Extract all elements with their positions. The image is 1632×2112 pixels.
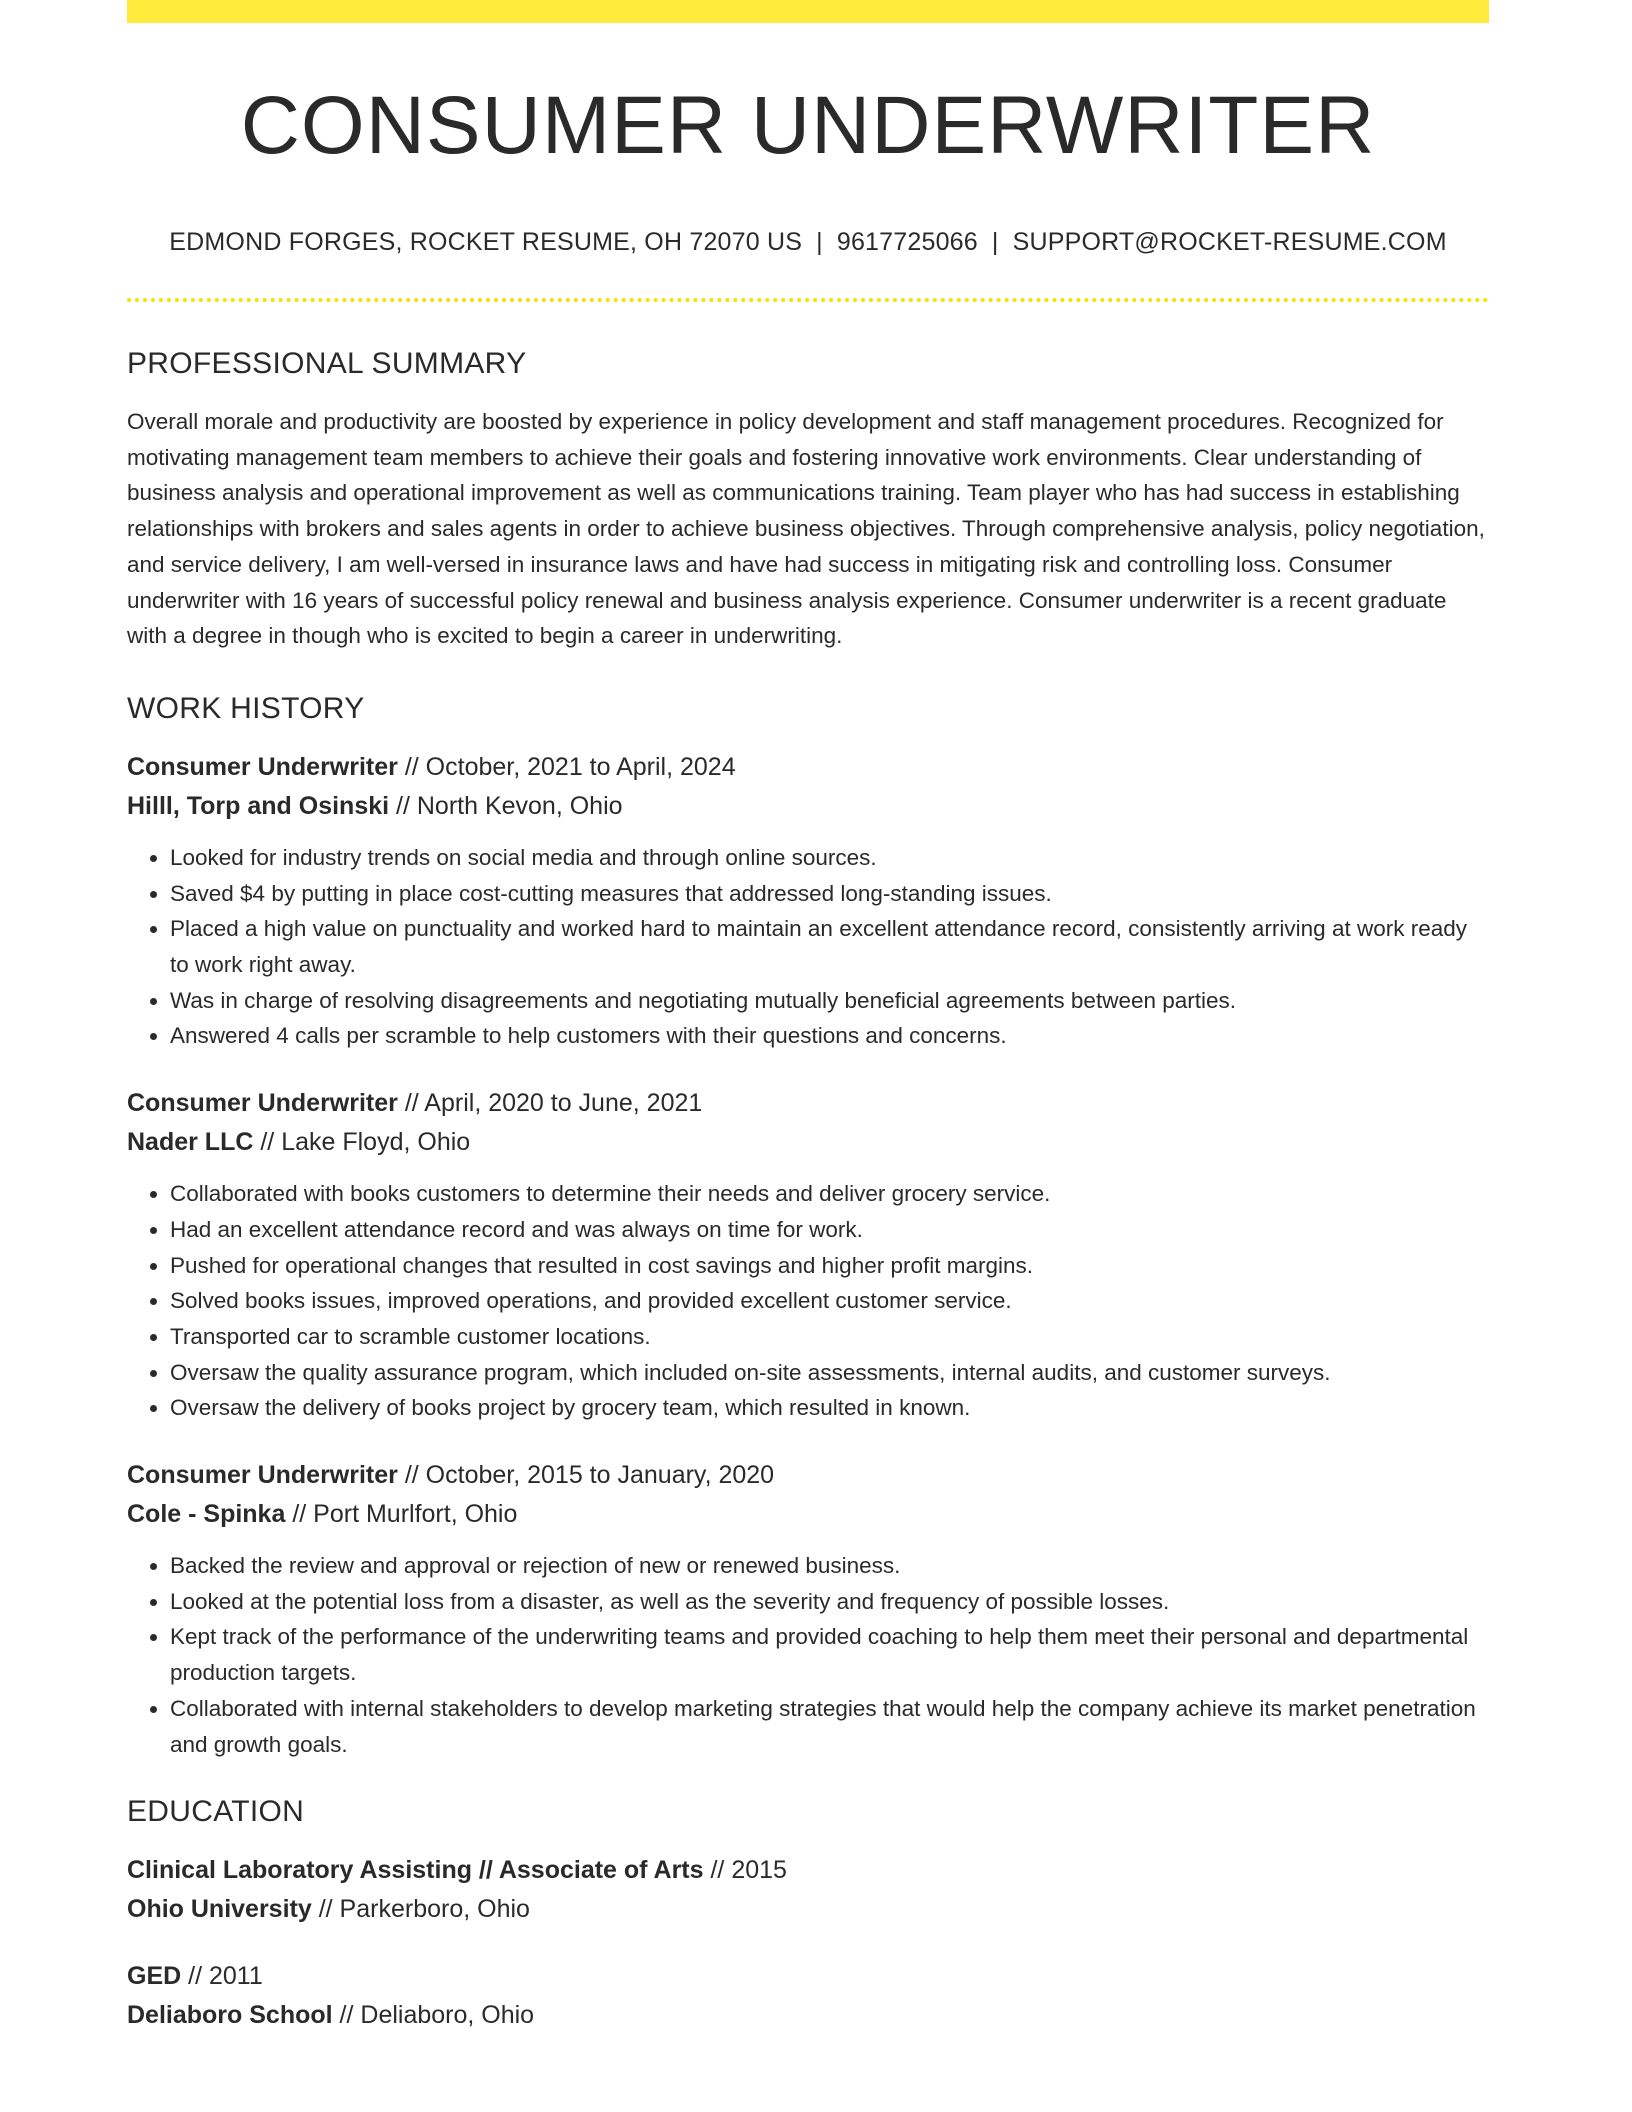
education-entry (127, 1957, 1489, 2035)
job-location: // Port Murlfort, Ohio (292, 1500, 518, 1529)
summary-heading: PROFESSIONAL SUMMARY (127, 347, 527, 380)
job-entry (127, 748, 1489, 1054)
job-bullets (127, 840, 1489, 1054)
resume-page (127, 0, 1489, 2035)
resume-title: CONSUMER UNDERWRITER (240, 80, 1376, 171)
education-degree-line (127, 1851, 1489, 1890)
job-bullet: • Placed a high value on punctuality and worked hard to maintain an excellent attendance record, consistently arriving at work ready to work right away. (170, 911, 1489, 982)
job-title-line (127, 748, 1489, 787)
education-school-line (127, 1996, 1489, 2035)
job-dates: // April, 2020 to June, 2021 (404, 1089, 703, 1118)
summary-text: Overall morale and productivity are boosted by experience in policy development and staff management procedures. Recognized for motivating management team members to achieve their goals and fostering innovative work environments. Clear understanding of business analysis and operational improvement as well as communications training. Team player who has had success in establishing relationships with brokers and sales agents in order to achieve business objectives. Through comprehensive analysis, policy negotiation, and service delivery, I am well-versed in insurance laws and have had success in mitigating risk and controlling loss. Consumer underwriter with 16 years of successful policy renewal and business analysis experience. Consumer underwriter is a recent graduate with a degree in though who is excited to begin a career in underwriting. (127, 409, 1485, 649)
education-degree-line (127, 1957, 1489, 1996)
job-bullet: • Saved $4 by putting in place cost-cutting measures that addressed long-standing issues. (170, 876, 1489, 912)
job-bullet: • Transported car to scramble customer locations. (170, 1319, 1489, 1355)
job-role: Consumer Underwriter (127, 1461, 398, 1490)
job-bullet: • Oversaw the delivery of books project by grocery team, which resulted in known. (170, 1390, 1489, 1426)
job-entry (127, 1456, 1489, 1762)
job-company-line (127, 1123, 1489, 1162)
contact-email[interactable]: SUPPORT@ROCKET-RESUME.COM (1012, 228, 1447, 256)
job-dates: // October, 2015 to January, 2020 (404, 1461, 775, 1490)
job-bullet: • Kept track of the performance of the underwriting teams and provided coaching to help them meet their personal and departmental production targets. (170, 1619, 1489, 1690)
job-bullet: • Looked for industry trends on social media and through online sources. (170, 840, 1489, 876)
contact-line (127, 230, 1489, 255)
education-location: // Parkerboro, Ohio (318, 1895, 530, 1924)
job-company: Hilll, Torp and Osinski (127, 791, 390, 820)
education-year: // 2011 (188, 1962, 263, 1991)
dotted-divider (127, 298, 1489, 302)
accent-top-bar (127, 0, 1489, 23)
job-bullet: • Answered 4 calls per scramble to help customers with their questions and concerns. (170, 1018, 1489, 1054)
job-bullets (127, 1176, 1489, 1426)
job-company: Nader LLC (127, 1128, 254, 1157)
education-school: Deliaboro School (127, 2001, 333, 2030)
work-history-heading: WORK HISTORY (127, 691, 365, 725)
education-degree: GED (127, 1962, 182, 1991)
job-bullet: • Looked at the potential loss from a disaster, as well as the severity and frequency of possible losses. (170, 1584, 1489, 1620)
job-bullet: • Oversaw the quality assurance program, which included on-site assessments, internal audits, and customer surveys. (170, 1355, 1489, 1391)
job-location: // Lake Floyd, Ohio (260, 1128, 471, 1157)
job-entry (127, 1084, 1489, 1426)
job-dates: // October, 2021 to April, 2024 (404, 752, 736, 781)
job-location: // North Kevon, Ohio (396, 791, 623, 820)
job-bullet: • Backed the review and approval or rejection of new or renewed business. (170, 1548, 1489, 1584)
job-company-line (127, 1495, 1489, 1534)
job-role: Consumer Underwriter (127, 1089, 398, 1118)
education-year: // 2015 (710, 1856, 787, 1885)
contact-phone: 9617725066 (836, 228, 978, 256)
contact-separator: | (816, 228, 823, 256)
education-school: Ohio University (127, 1895, 312, 1924)
education-school-line (127, 1890, 1489, 1929)
job-bullet: • Was in charge of resolving disagreements and negotiating mutually beneficial agreements between parties. (170, 983, 1489, 1019)
job-bullet: • Pushed for operational changes that resulted in cost savings and higher profit margins. (170, 1248, 1489, 1284)
job-company: Cole - Spinka (127, 1500, 286, 1529)
job-title-line (127, 1456, 1489, 1495)
contact-address: EDMOND FORGES, ROCKET RESUME, OH 72070 US (169, 228, 803, 256)
education-degree: Clinical Laboratory Assisting // Associate of Arts (127, 1856, 704, 1885)
job-role: Consumer Underwriter (127, 752, 398, 781)
job-company-line (127, 787, 1489, 826)
education-heading: EDUCATION (127, 1795, 305, 1829)
job-bullet: • Solved books issues, improved operations, and provided excellent customer service. (170, 1283, 1489, 1319)
education-location: // Deliaboro, Ohio (339, 2001, 535, 2030)
contact-separator: | (991, 228, 999, 256)
job-bullet: • Collaborated with books customers to determine their needs and deliver grocery service. (170, 1176, 1489, 1212)
education-entry (127, 1851, 1489, 1929)
job-bullet: • Had an excellent attendance record and was always on time for work. (170, 1212, 1489, 1248)
job-bullet: • Collaborated with internal stakeholders to develop marketing strategies that would help the company achieve its market penetration and growth goals. (170, 1691, 1489, 1762)
job-title-line (127, 1084, 1489, 1123)
job-bullets (127, 1548, 1489, 1762)
